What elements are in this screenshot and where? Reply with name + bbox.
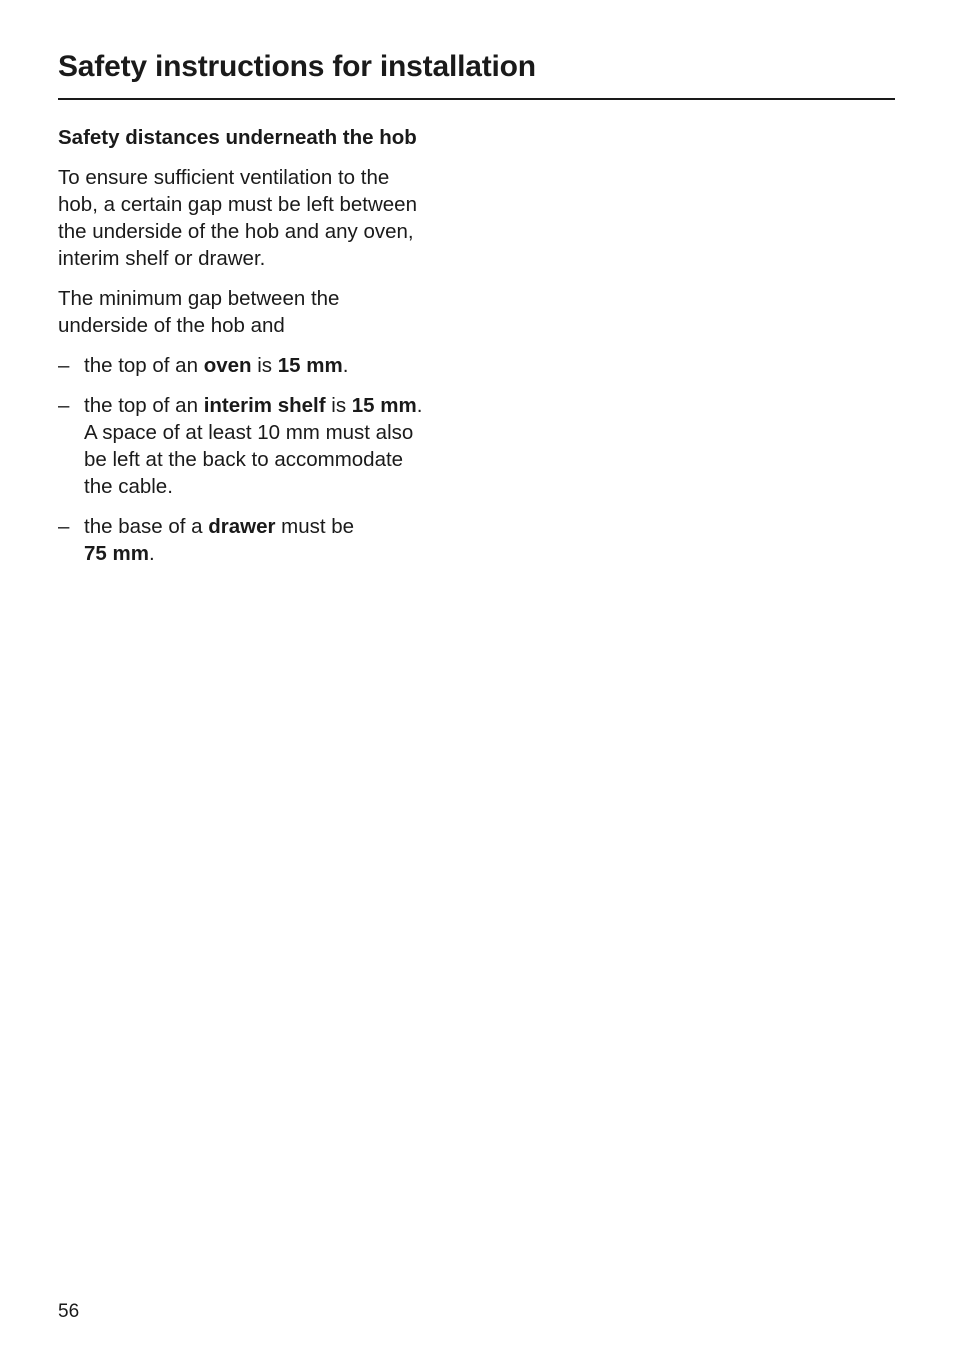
paragraph-line: interim shelf or drawer. xyxy=(58,247,266,270)
title-divider xyxy=(58,98,895,100)
bullet-extra-line: A space of at least 10 mm must also xyxy=(84,421,414,444)
bullet-text: is xyxy=(325,394,352,417)
bullet-text: . xyxy=(342,354,349,377)
bullet-text: must be xyxy=(275,515,355,538)
bullet-text: the top of an xyxy=(84,354,204,377)
paragraph-line: To ensure sufficient ventilation to the xyxy=(58,166,390,189)
dash-bullet-icon: – xyxy=(58,354,70,377)
bullet-item: interim shelf xyxy=(203,394,326,417)
dash-bullet-icon: – xyxy=(58,394,70,417)
page-number: 56 xyxy=(58,1301,80,1322)
minimum-gap-paragraph xyxy=(58,285,478,339)
bullet-value: 15 mm xyxy=(277,354,343,377)
main-content xyxy=(58,124,478,580)
bullet-text: the base of a xyxy=(84,515,209,538)
gap-requirements-list xyxy=(58,352,478,567)
bullet-item: oven xyxy=(203,354,252,377)
bullet-first-line xyxy=(84,513,478,540)
bullet-text: . xyxy=(416,394,423,417)
paragraph-line: The minimum gap between the xyxy=(58,287,340,310)
bullet-item: drawer xyxy=(208,515,276,538)
bullet-extra-line: be left at the back to accommodate xyxy=(84,448,404,471)
bullet-value: 15 mm xyxy=(351,394,417,417)
bullet-text: the top of an xyxy=(84,394,204,417)
bullet-text: is xyxy=(251,354,278,377)
bullet-extra-line: the cable. xyxy=(84,475,173,498)
dash-bullet-icon: – xyxy=(58,515,70,538)
bullet-first-line xyxy=(84,392,478,419)
ventilation-paragraph xyxy=(58,164,478,272)
list-item-drawer xyxy=(58,513,478,567)
bullet-second-line xyxy=(84,540,478,567)
page-title: Safety instructions for installation xyxy=(58,50,536,83)
paragraph-line: the underside of the hob and any oven, xyxy=(58,220,414,243)
list-item-oven xyxy=(58,352,478,379)
paragraph-line: hob, a certain gap must be left between xyxy=(58,193,417,216)
bullet-text: . xyxy=(148,542,155,565)
section-heading: Safety distances underneath the hob xyxy=(58,126,417,149)
paragraph-line: underside of the hob and xyxy=(58,314,285,337)
list-item-interim-shelf xyxy=(58,392,478,500)
bullet-value: 75 mm xyxy=(84,542,149,565)
